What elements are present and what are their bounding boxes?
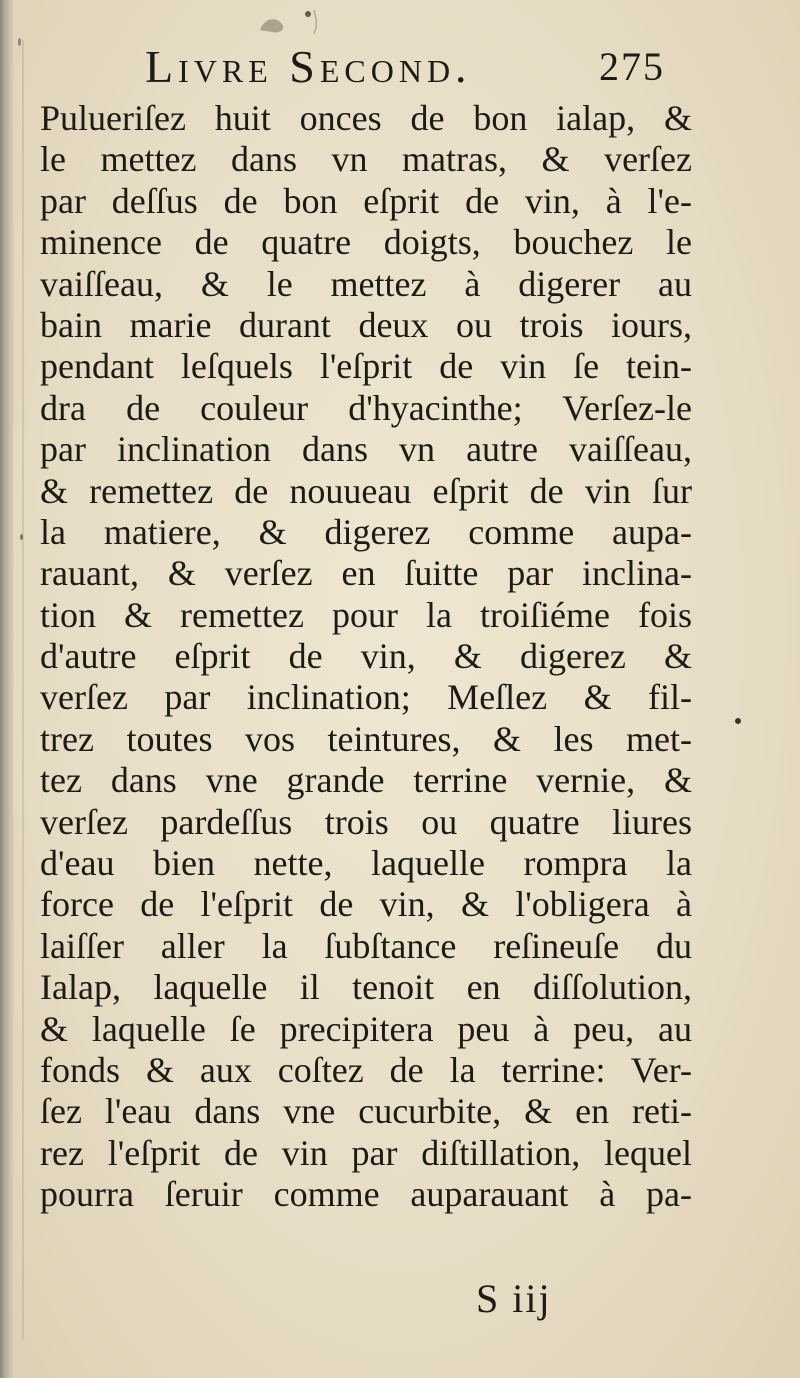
text-line: bain marie durant deux ou trois iours, xyxy=(40,304,692,345)
text-line: la matiere, & digerez comme aupa- xyxy=(40,511,692,552)
text-line: verſez pardeſſus trois ou quatre liures xyxy=(40,801,692,842)
running-head: Livre Second. xyxy=(145,41,472,92)
page-header xyxy=(145,42,665,92)
text-line: pendant leſquels l'eſprit de vin ſe tein- xyxy=(40,346,692,387)
body-text xyxy=(40,98,692,1216)
text-line: verſez par inclination; Meſlez & fil- xyxy=(40,677,692,718)
text-line: trez toutes vos teintures, & les met- xyxy=(40,718,692,759)
text-line: rez l'eſprit de vin par diſtillation, lequel xyxy=(40,1132,692,1173)
text-line: Pulueriſez huit onces de bon ialap, & xyxy=(40,98,692,138)
text-line: pourra ſeruir comme auparauant à pa- xyxy=(40,1174,692,1215)
text-line: dra de couleur d'hyacinthe; Verſez-le xyxy=(40,387,692,428)
text-line: rauant, & verſez en ſuitte par inclina- xyxy=(40,553,692,594)
text-line: & remettez de nouueau eſprit de vin ſur xyxy=(40,470,692,511)
text-line: laiſſer aller la ſubſtance reſineuſe du xyxy=(40,925,692,966)
ink-blot-ornament xyxy=(252,4,332,38)
page-gutter-shadow xyxy=(0,0,14,1378)
gutter-crease xyxy=(22,40,24,1340)
text-line: fonds & aux coſtez de la terrine: Ver- xyxy=(40,1049,692,1090)
text-line: Ialap, laquelle il tenoit en diſſolution, xyxy=(40,967,692,1008)
text-line: tion & remettez pour la troiſiéme fois xyxy=(40,594,692,635)
ink-speck xyxy=(20,534,23,540)
signature-mark: S iij xyxy=(476,1276,552,1321)
text-line: par inclination dans vn autre vaiſſeau, xyxy=(40,429,692,470)
text-line: vaiſſeau, & le mettez à digerer au xyxy=(40,263,692,304)
text-line: minence de quatre doigts, bouchez le xyxy=(40,222,692,263)
text-line: par deſſus de bon eſprit de vin, à l'e- xyxy=(40,180,692,221)
ink-speck xyxy=(735,718,741,724)
text-line: d'autre eſprit de vin, & digerez & xyxy=(40,636,692,677)
text-line: force de l'eſprit de vin, & l'obligera à xyxy=(40,884,692,925)
text-line: ſez l'eau dans vne cucurbite, & en reti- xyxy=(40,1091,692,1132)
text-line: le mettez dans vn matras, & verſez xyxy=(40,139,692,180)
page-number: 275 xyxy=(599,44,665,89)
text-line: d'eau bien nette, laquelle rompra la xyxy=(40,843,692,884)
ink-speck xyxy=(18,38,21,46)
text-line: tez dans vne grande terrine vernie, & xyxy=(40,760,692,801)
text-line: & laquelle ſe precipitera peu à peu, au xyxy=(40,1008,692,1049)
